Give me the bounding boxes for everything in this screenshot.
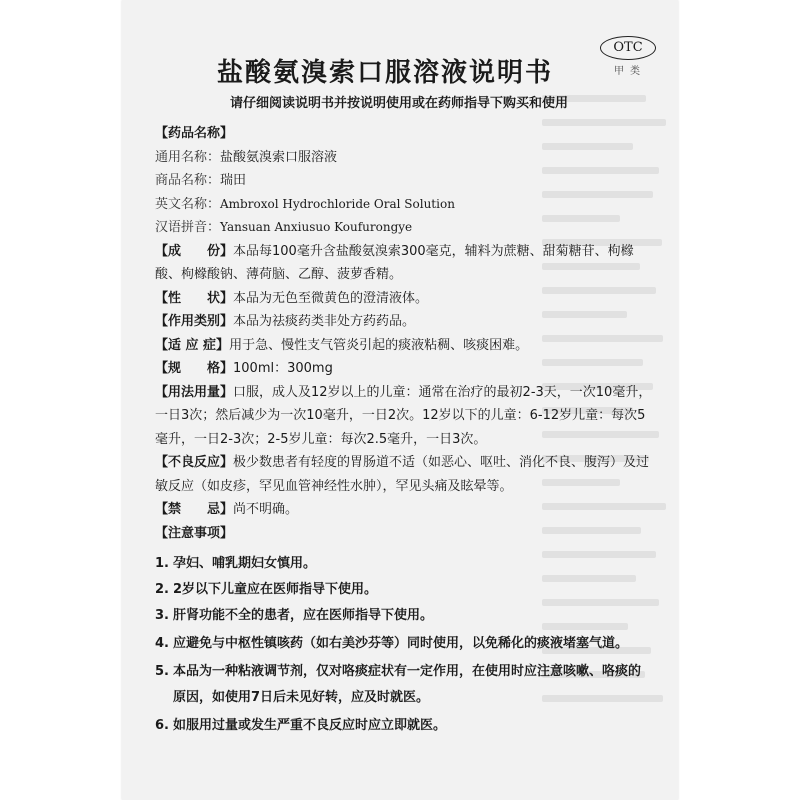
list-item-text: 本品为一种粘液调节剂，仅对咯痰症状有一定作用，在使用时应注意咳嗽、咯痰的原因，如使用7日后未见好转，应及时就医。 xyxy=(173,664,642,705)
precautions-list xyxy=(155,551,653,739)
page-subtitle: 请仔细阅读说明书并按说明使用或在药师指导下购买和使用 xyxy=(229,96,568,111)
drug-name-heading: 【药品名称】 xyxy=(155,126,234,141)
english-name-row xyxy=(155,193,653,217)
trade-name-label: 商品名称： xyxy=(155,173,221,188)
list-item-text: 肝肾功能不全的患者，应在医师指导下使用。 xyxy=(173,608,434,623)
list-item xyxy=(155,577,653,603)
composition-heading: 【成 份】 xyxy=(155,243,234,259)
character-text: 本品为无色至微黄色的澄清液体。 xyxy=(233,290,429,306)
generic-name-row xyxy=(155,146,653,170)
contraindication-section xyxy=(155,498,653,522)
leaflet-page xyxy=(122,0,678,800)
list-item xyxy=(155,551,653,577)
list-item-number: 1. xyxy=(155,556,169,571)
list-item-number: 4. xyxy=(155,636,169,651)
list-item-number: 5. xyxy=(155,664,169,679)
character-heading: 【性 状】 xyxy=(155,290,234,306)
adverse-text: 极少数患者有轻度的胃肠道不适（如恶心、呕吐、消化不良、腹泻）及过敏反应（如皮疹，罕见血管神经性水肿），罕见头痛及眩晕等。 xyxy=(155,455,650,494)
indication-heading: 【适 应 症】 xyxy=(155,337,230,353)
pinyin-label: 汉语拼音： xyxy=(155,220,221,235)
list-item-text: 应避免与中枢性镇咳药（如右美沙芬等）同时使用，以免稀化的痰液堵塞气道。 xyxy=(173,636,629,651)
list-item-number: 3. xyxy=(155,608,169,623)
spec-heading: 【规 格】 xyxy=(155,361,234,376)
character-section xyxy=(155,287,653,311)
category-heading: 【作用类别】 xyxy=(155,314,234,329)
generic-name-label: 通用名称： xyxy=(155,149,221,165)
contraindication-heading: 【禁 忌】 xyxy=(155,502,234,517)
otc-class-label: 甲类 xyxy=(614,66,646,77)
precautions-heading: 【注意事项】 xyxy=(155,525,234,541)
list-item xyxy=(155,603,653,629)
list-item-number: 2. xyxy=(155,582,169,597)
list-item-number: 6. xyxy=(155,718,169,733)
list-item-text: 孕妇、哺乳期妇女慎用。 xyxy=(173,556,317,571)
english-name-label: 英文名称： xyxy=(155,196,221,212)
leaflet-content xyxy=(155,122,653,739)
adverse-section xyxy=(155,451,653,498)
adverse-heading: 【不良反应】 xyxy=(155,455,234,470)
composition-section xyxy=(155,240,653,287)
list-item xyxy=(155,631,653,657)
trade-name-row xyxy=(155,169,653,193)
contraindication-text: 尚不明确。 xyxy=(233,502,299,517)
generic-name-value: 盐酸氨溴索口服溶液 xyxy=(220,149,338,165)
trade-name-value: 瑞田 xyxy=(220,173,247,188)
category-text: 本品为祛痰药类非处方药药品。 xyxy=(233,314,416,329)
category-section xyxy=(155,310,653,334)
page-title: 盐酸氨溴索口服溶液说明书 xyxy=(216,58,553,88)
indication-text: 用于急、慢性支气管炎引起的痰液粘稠、咳痰困难。 xyxy=(229,337,529,353)
pinyin-row xyxy=(155,216,653,240)
list-item-text: 如服用过量或发生严重不良反应时应立即就医。 xyxy=(173,718,447,733)
list-item-text: 2岁以下儿童应在医师指导下使用。 xyxy=(173,582,378,597)
english-name-value: Ambroxol Hydrochloride Oral Solution xyxy=(220,196,455,211)
spec-section xyxy=(155,357,653,381)
dosage-text: 口服，成人及12岁以上的儿童：通常在治疗的最初2-3天，一次10毫升，一日3次；然后减少为一次10毫升，一日2次。12岁以下的儿童：6-12岁儿童：每次5毫升，一日2-3次；2-5岁儿童：每次2.5毫升，一日3次。 xyxy=(155,384,652,447)
list-item xyxy=(155,713,653,739)
list-item xyxy=(155,659,653,711)
composition-text: 本品每100毫升含盐酸氨溴索300毫克，辅料为蔗糖、甜菊糖苷、枸橼酸、枸橼酸钠、薄荷脑、乙醇、菠萝香精。 xyxy=(155,243,634,282)
otc-badge: OTC xyxy=(600,36,656,60)
spec-text: 100ml：300mg xyxy=(233,361,333,376)
indication-section xyxy=(155,334,653,358)
pinyin-value: Yansuan Anxiusuo Koufurongye xyxy=(220,220,413,234)
dosage-section xyxy=(155,381,653,452)
dosage-heading: 【用法用量】 xyxy=(155,384,234,400)
